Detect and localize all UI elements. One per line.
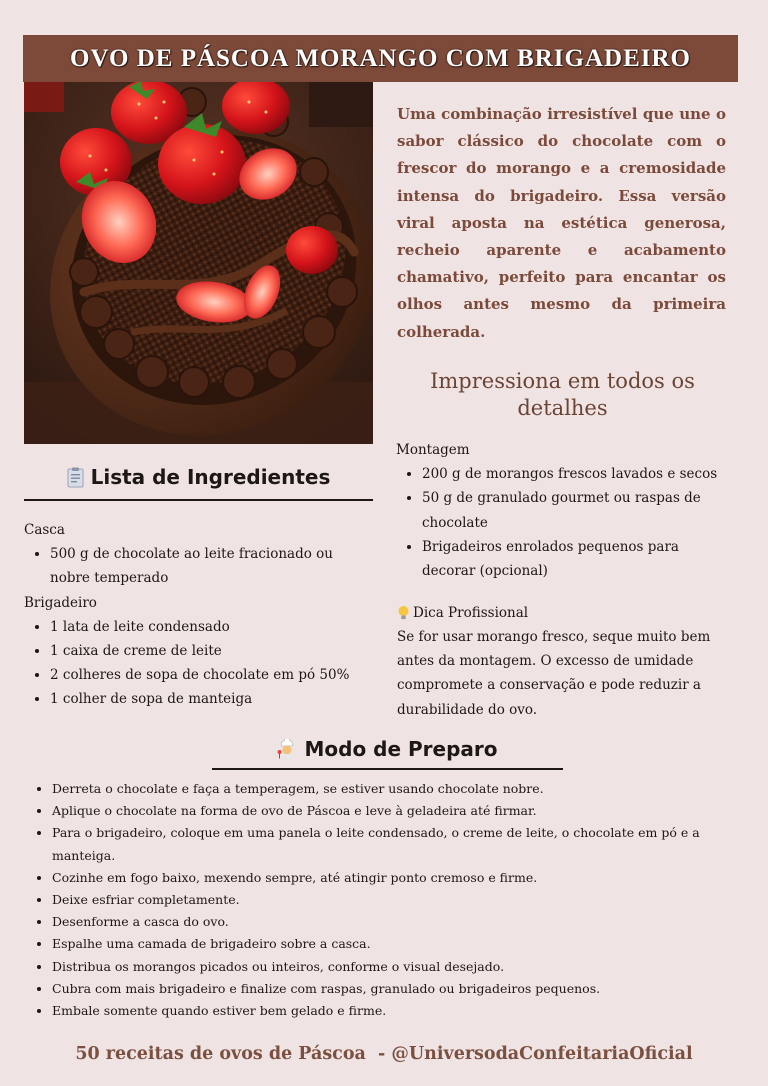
step-item: • Distribua os morangos picados ou inteiros, conforme o visual desejado. — [52, 956, 734, 978]
step-item: • Desenforme a casca do ovo. — [52, 911, 734, 933]
step-item: • Espalhe uma camada de brigadeiro sobre a casca. — [52, 933, 734, 955]
list-item: • 200 g de morangos frescos lavados e secos — [422, 462, 726, 486]
list-item: • 1 lata de leite condensado — [50, 615, 374, 639]
preparo-divider — [212, 768, 563, 770]
steps-list — [24, 778, 734, 1022]
step-item: • Cozinhe em fogo baixo, mexendo sempre, até atingir ponto cremoso e firme. — [52, 867, 734, 889]
step-item: • Embale somente quando estiver bem gelado e firme. — [52, 1000, 734, 1022]
ingredients-heading — [24, 462, 373, 492]
title-bar — [23, 35, 738, 82]
step-item: • Deixe esfriar completamente. — [52, 889, 734, 911]
list-item: • 1 colher de sopa de manteiga — [50, 687, 374, 711]
list-item: • Brigadeiros enrolados pequenos para decorar (opcional) — [422, 535, 726, 583]
clipboard-icon — [67, 467, 84, 488]
group-label-brigadeiro: Brigadeiro — [24, 594, 97, 611]
tip-text: Se for usar morango fresco, seque muito bem antes da montagem. O excesso de umidade compromete a conservação e pode reduzir a durabilidade do ovo. — [397, 629, 711, 718]
list-item: • 50 g de granulado gourmet ou raspas de chocolate — [422, 486, 726, 534]
tip-heading-text: Dica Profissional — [413, 605, 529, 621]
group-label-casca: Casca — [24, 522, 65, 538]
step-item: • Para o brigadeiro, coloque em uma panela o leite condensado, o creme de leite, o chocolate em pó e a manteiga. — [52, 822, 734, 866]
preparo-steps — [24, 778, 734, 1022]
subheading: Impressiona em todos os detalhes — [430, 369, 695, 420]
brigadeiro-list — [24, 615, 374, 712]
ingredients-right — [396, 438, 726, 583]
intro-paragraph: Uma combinação irresistível que une o sabor clássico do chocolate com o frescor do morango e a cremosidade intensa do brigadeiro. Essa versão viral aposta na estética generosa, recheio aparente e acabamento chamativo, perfeito para encantar os olhos antes mesmo da primeira colherada. — [397, 105, 726, 341]
list-item: • 2 colheres de sopa de chocolate em pó 50% — [50, 663, 374, 687]
montagem-list — [396, 462, 726, 583]
chef-icon — [277, 739, 297, 759]
group-label-montagem: Montagem — [396, 442, 470, 458]
step-item: • Derreta o chocolate e faça a temperagem, se estiver usando chocolate nobre. — [52, 778, 734, 800]
page-title: OVO DE PÁSCOA MORANGO COM BRIGADEIRO — [70, 44, 691, 72]
ingredients-heading-text: Lista de Ingredientes — [90, 465, 331, 489]
ingredients-left — [24, 518, 374, 712]
footer: 50 receitas de ovos de Páscoa - @UniversodaConfeitariaOficial — [75, 1044, 693, 1064]
step-item: • Aplique o chocolate na forma de ovo de Páscoa e leve à geladeira até firmar. — [52, 800, 734, 822]
light-bulb-icon — [397, 605, 410, 621]
ingredients-divider — [24, 499, 373, 501]
easter-egg-photo — [24, 82, 373, 444]
list-item: • 500 g de chocolate ao leite fracionado ou nobre temperado — [50, 542, 374, 590]
step-item: • Cubra com mais brigadeiro e finalize com raspas, granulado ou brigadeiros pequenos. — [52, 978, 734, 1000]
tip-heading — [397, 601, 528, 625]
list-item: • 1 caixa de creme de leite — [50, 639, 374, 663]
preparo-heading-text: Modo de Preparo — [304, 737, 498, 761]
preparo-heading — [212, 735, 563, 763]
casca-list — [24, 542, 374, 590]
